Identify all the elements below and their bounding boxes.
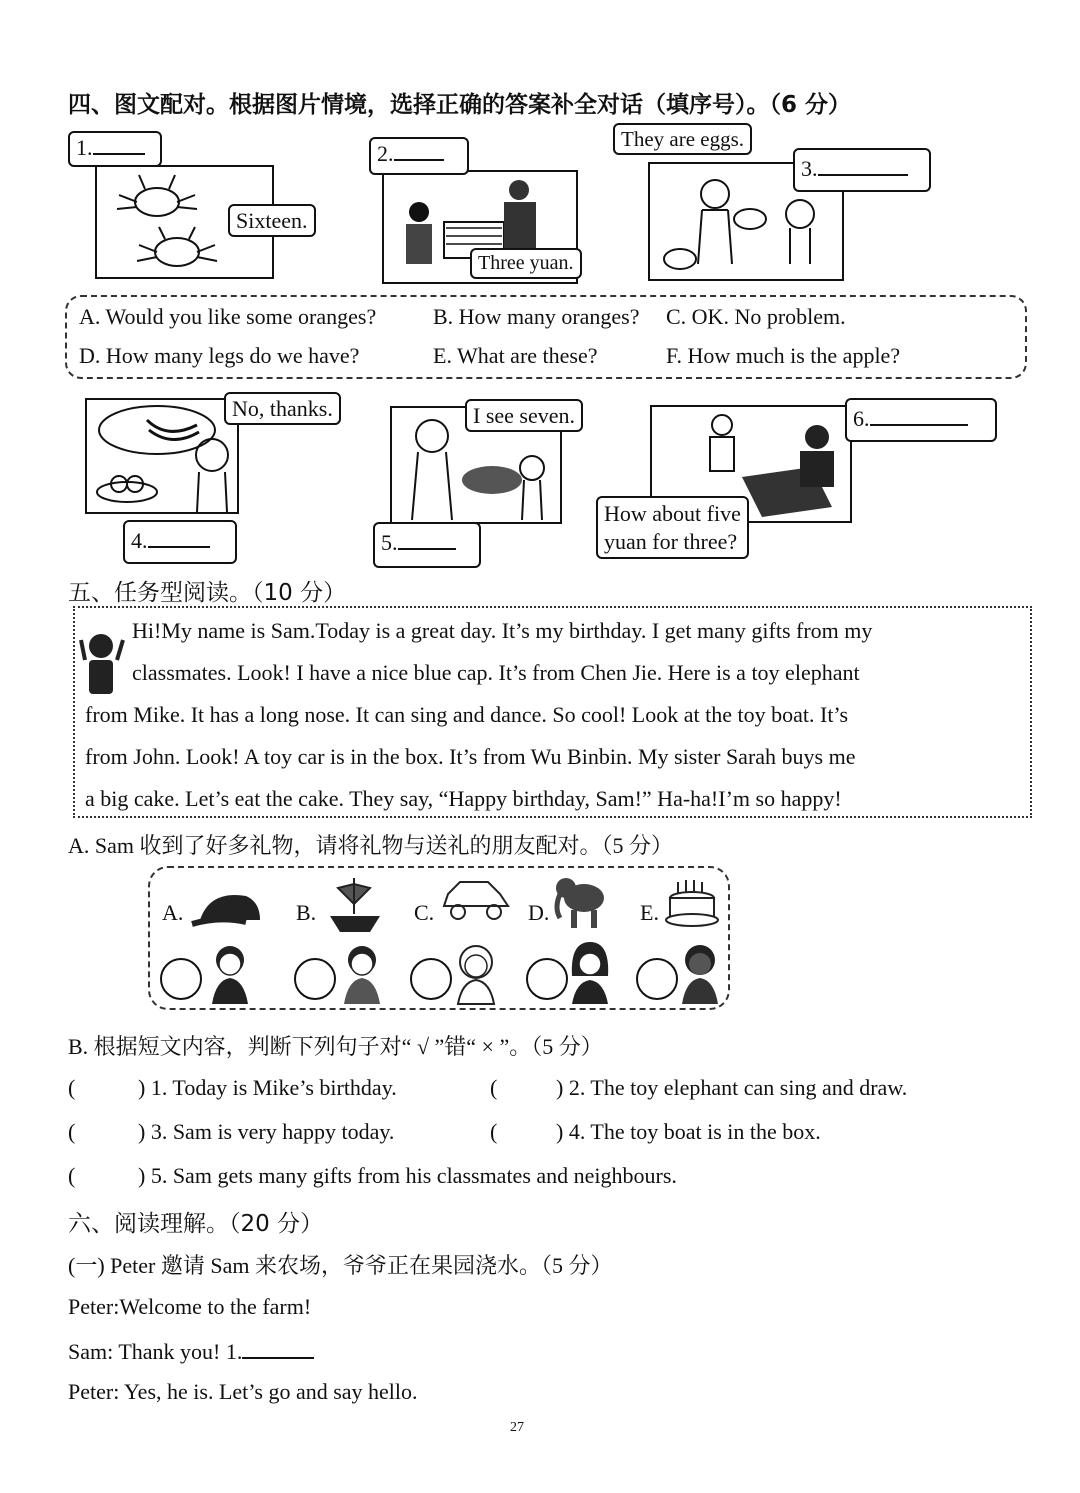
tf-paren-5[interactable]: ( — [68, 1163, 76, 1188]
section-5-title: 五、任务型阅读。（10 分） — [68, 580, 347, 606]
blank-1[interactable]: 1. — [68, 131, 162, 167]
gift-label-d: D. — [528, 900, 550, 925]
section-4-title: 四、图文配对。根据图片情境，选择正确的答案补全对话（填序号）。（6 分） — [68, 92, 852, 118]
passage-line-5: a big cake. Let’s eat the cake. They say, “Happy birthday, Sam!” Ha-ha!I’m so happy! — [85, 786, 842, 811]
option-e: E. What are these? — [433, 343, 598, 368]
part-a-title: A. Sam 收到了好多礼物，请将礼物与送礼的朋友配对。（5 分） — [68, 833, 674, 858]
blank-6[interactable]: 6. — [845, 398, 997, 442]
match-circle-3[interactable] — [410, 958, 452, 1000]
gift-label-c: C. — [414, 900, 435, 925]
blank-2[interactable]: 2. — [369, 137, 469, 175]
option-c: C. OK. No problem. — [666, 304, 846, 329]
bubble-i-see-seven: I see seven. — [465, 399, 583, 432]
tf-item-3: ) 3. Sam is very happy today. — [138, 1119, 395, 1144]
section-6-title: 六、阅读理解。（20 分） — [68, 1211, 324, 1237]
birthday-cake-icon — [664, 874, 720, 930]
match-circle-1[interactable] — [160, 958, 202, 1000]
passage-line-4: from John. Look! A toy car is in the box. It’s from Wu Binbin. My sister Sarah buys me — [85, 744, 856, 769]
tf-item-5: ) 5. Sam gets many gifts from his classmates and neighbours. — [138, 1163, 677, 1188]
tf-paren-4[interactable]: ( — [490, 1119, 498, 1144]
cap-icon — [190, 886, 266, 934]
bananas-illustration — [87, 400, 237, 512]
option-a: A. Would you like some oranges? — [79, 304, 377, 329]
dialogue-line-2: Sam: Thank you! 1. — [68, 1337, 314, 1365]
boy-waving-icon — [79, 630, 129, 700]
gift-label-b: B. — [296, 900, 317, 925]
toy-boat-icon — [326, 874, 384, 936]
gift-label-a: A. — [162, 900, 184, 925]
kid-4-icon — [562, 936, 618, 1006]
kid-3-icon — [448, 940, 504, 1006]
tf-paren-2[interactable]: ( — [490, 1075, 498, 1100]
gift-label-e: E. — [640, 900, 659, 925]
kid-1-icon — [202, 940, 256, 1006]
bubble-how-about-five: How about five yuan for three? — [596, 496, 749, 559]
dialogue-line-3: Peter: Yes, he is. Let’s go and say hello. — [68, 1379, 418, 1404]
section-6-sub-1: (一) Peter 邀请 Sam 来农场，爷爷正在果园浇水。（5 分） — [68, 1253, 613, 1278]
gift-matching-box — [148, 866, 730, 1010]
passage-line-2: classmates. Look! I have a nice blue cap. It’s from Chen Jie. Here is a toy elephant — [132, 660, 860, 685]
option-b: B. How many oranges? — [433, 304, 640, 329]
tf-item-1: ) 1. Today is Mike’s birthday. — [138, 1075, 397, 1100]
passage-line-1: Hi!My name is Sam.Today is a great day. It’s my birthday. I get many gifts from my — [132, 618, 873, 643]
bubble-three-yuan: Three yuan. — [470, 248, 582, 279]
kid-5-icon — [672, 940, 726, 1006]
blank-3[interactable]: 3. — [793, 148, 931, 192]
reading-passage-box — [73, 606, 1032, 818]
blank-4[interactable]: 4. — [123, 520, 237, 564]
option-f: F. How much is the apple? — [666, 343, 901, 368]
dialogue-line-1: Peter:Welcome to the farm! — [68, 1294, 312, 1319]
match-circle-2[interactable] — [294, 958, 336, 1000]
bubble-no-thanks: No, thanks. — [224, 392, 341, 425]
picture-bananas — [85, 398, 239, 514]
passage-line-3: from Mike. It has a long nose. It can sing and dance. So cool! Look at the toy boat. It’s — [85, 702, 849, 727]
kid-2-icon — [334, 940, 388, 1006]
toy-elephant-icon — [550, 868, 612, 934]
bubble-sixteen: Sixteen. — [228, 204, 316, 237]
toy-car-icon — [438, 874, 512, 924]
tf-item-2: ) 2. The toy elephant can sing and draw. — [556, 1075, 908, 1100]
option-d: D. How many legs do we have? — [79, 343, 360, 368]
part-b-title: B. 根据短文内容，判断下列句子对“ √ ”错“ × ”。（5 分） — [68, 1034, 603, 1059]
tf-item-4: ) 4. The toy boat is in the box. — [556, 1119, 821, 1144]
blank-5[interactable]: 5. — [373, 522, 481, 568]
answer-blank-1[interactable] — [242, 1337, 314, 1359]
bubble-they-are-eggs: They are eggs. — [613, 123, 752, 155]
tf-paren-3[interactable]: ( — [68, 1119, 76, 1144]
page-number: 27 — [510, 1420, 524, 1435]
tf-paren-1[interactable]: ( — [68, 1075, 76, 1100]
